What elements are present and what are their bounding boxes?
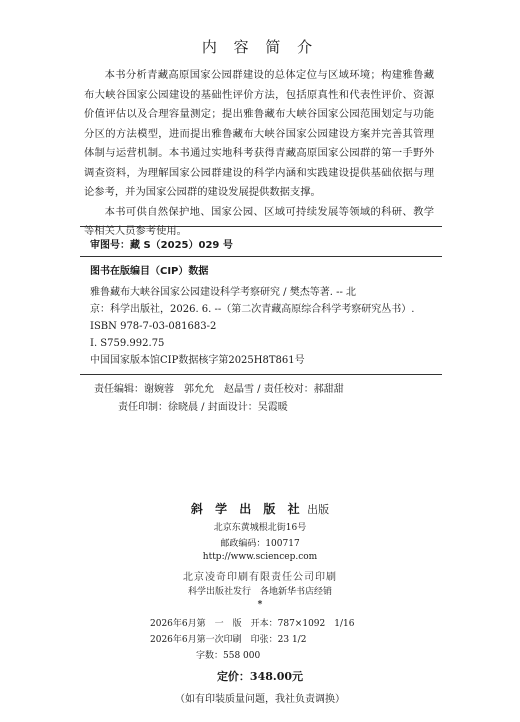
separator-star: *: [257, 600, 263, 610]
book-introduction: [84, 66, 434, 242]
publisher-logo: 斜 学 出 版 社: [190, 502, 304, 516]
cip-line: Ⅰ. S759.992.75: [90, 338, 165, 349]
production-credits: 责任印制：徐晓晨 / 封面设计：吴霞暖: [118, 402, 288, 413]
cip-line: 京：科学出版社，2026. 6. --（第二次青藏高原综合科学考察研究丛书）.: [90, 304, 415, 315]
cip-line: 中国国家版本馆CIP数据核字第2025H8T861号: [90, 355, 305, 366]
divider: [80, 256, 442, 257]
cip-line: 雅鲁藏布大峡谷国家公园建设科学考察研究 / 樊杰等著. -- 北: [90, 287, 357, 298]
map-review-number: 审图号：藏 S（2025）029 号: [90, 240, 233, 251]
quality-notice: （如有印装质量问题，我社负责调换）: [175, 694, 345, 705]
publisher-postcode: 邮政编码：100717: [220, 539, 300, 549]
intro-paragraph: 本书可供自然保护地、国家公园、区域可持续发展等领域的科研、教学等相关人员参考使用。: [84, 205, 434, 237]
publisher-suffix: 出版: [307, 503, 330, 516]
word-count: 字数：558 000: [196, 651, 261, 661]
printing-line: 2026年6月第一次印刷 印张：23 1/2: [150, 635, 307, 645]
cip-line: ISBN 978-7-03-081683-2: [90, 321, 217, 332]
cip-data-block: [90, 284, 436, 369]
price: 定价：348.00元: [216, 670, 304, 683]
distribution-line: 科学出版社发行 各地新华书店经销: [187, 587, 332, 597]
editor-credits: 责任编辑：谢婉蓉 郭允允 赵晶雪 / 责任校对：郝甜甜: [94, 384, 344, 395]
cip-heading: 图书在版编目（CIP）数据: [90, 266, 209, 277]
publisher-address: 北京东黄城根北街16号: [213, 523, 307, 533]
divider: [80, 374, 442, 375]
page-title: 内 容 简 介: [201, 38, 319, 56]
publisher-website: http://www.sciencep.com: [202, 552, 318, 562]
edition-line: 2026年6月第 一 版 开本：787×1092 1/16: [150, 619, 355, 629]
divider: [80, 226, 442, 227]
printer-name: 北京凌奇印刷有限责任公司印刷: [183, 572, 337, 583]
intro-paragraph: 本书分析青藏高原国家公园群建设的总体定位与区域环境；构建雅鲁藏布大峡谷国家公园建设的基础性评价方法，包括原真性和代表性评价、资源价值评估以及合理容量测定；提出雅鲁藏布大峡谷国家公园范围划定与功能分区的方法模型，进而提出雅鲁藏布大峡谷国家公园建设方案并完善其管理体制与运营机制。本书通过实地科考获得青藏高原国家公园群的第一手野外调查资料，为理解国家公园群建设的科学内涵和实践建设提供基础依据与理论参考，并为国家公园群的建设发展提供数据支撑。: [84, 69, 434, 198]
publisher-line: [0, 500, 520, 517]
